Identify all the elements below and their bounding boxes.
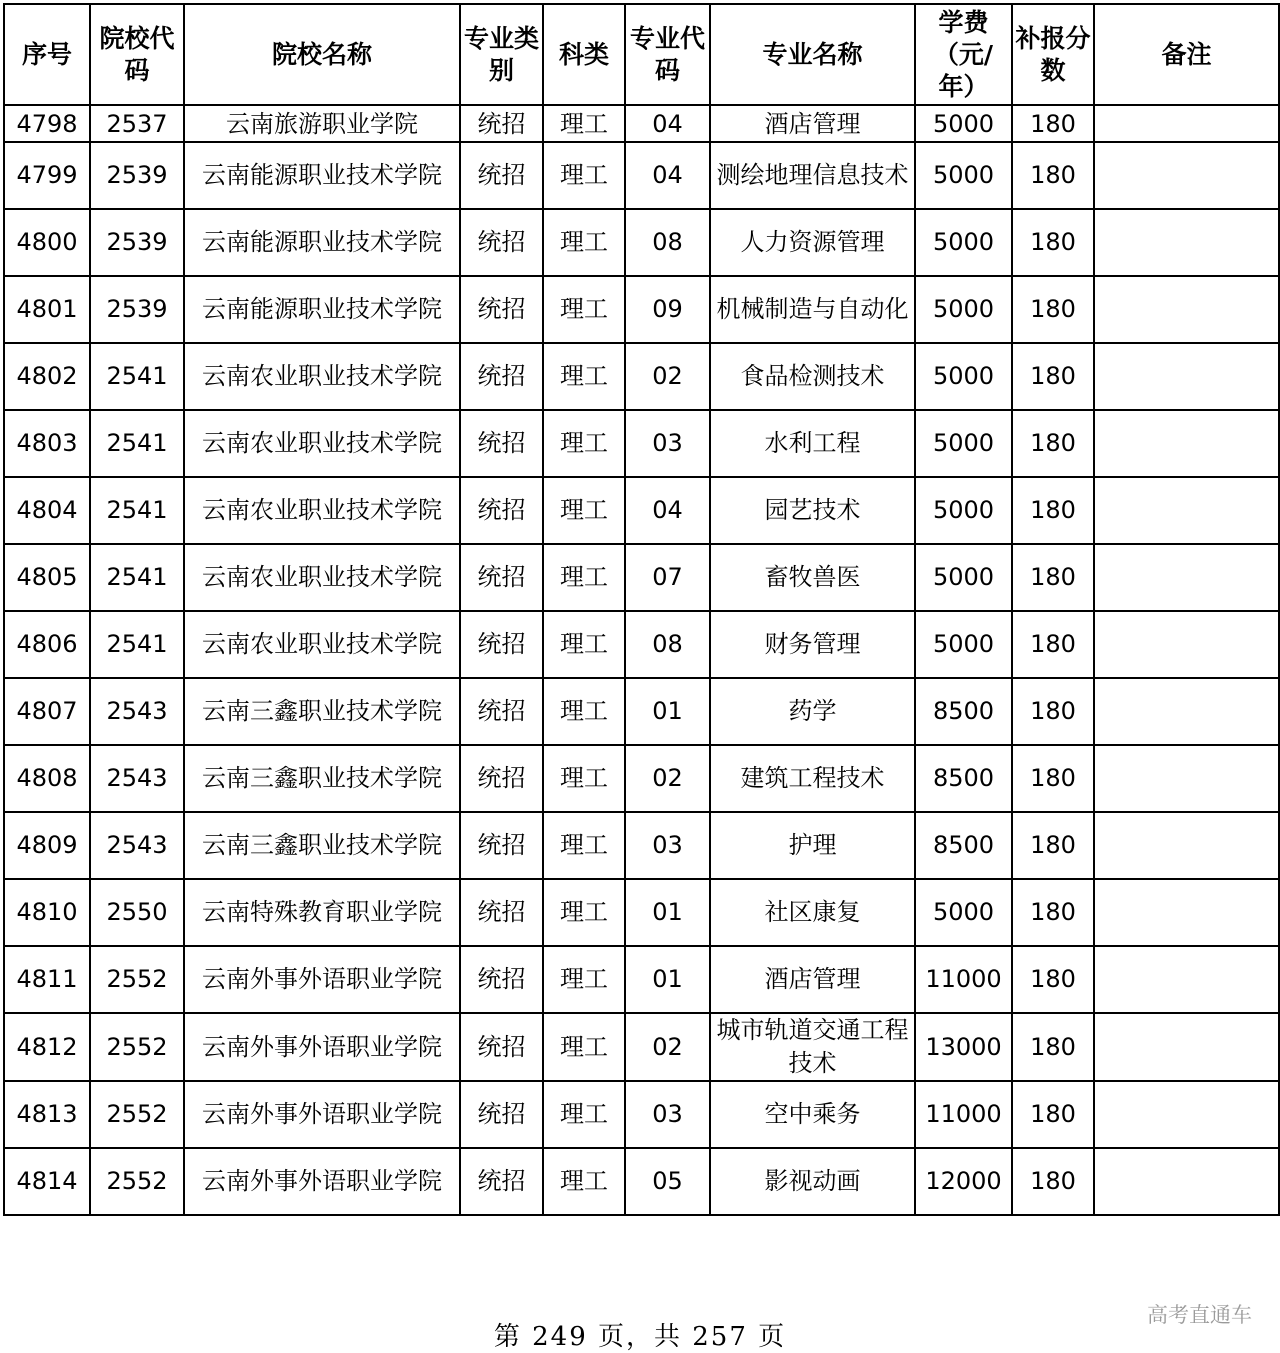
cell-school-name: 云南外事外语职业学院 (184, 946, 460, 1013)
cell-school-code: 2552 (90, 946, 184, 1013)
cell-school-code: 2539 (90, 209, 184, 276)
table-row (4, 477, 1279, 544)
cell-remarks (1094, 1081, 1279, 1148)
cell-school-name: 云南农业职业技术学院 (184, 343, 460, 410)
table-row (4, 1148, 1279, 1215)
cell-seq: 4804 (4, 477, 90, 544)
cell-school-name: 云南外事外语职业学院 (184, 1013, 460, 1081)
cell-school-name: 云南三鑫职业技术学院 (184, 678, 460, 745)
cell-seq: 4803 (4, 410, 90, 477)
cell-major-code: 03 (625, 410, 710, 477)
header-cell-seq: 序号 (4, 4, 90, 105)
header-row (4, 4, 1279, 105)
cell-major-name: 影视动画 (710, 1148, 915, 1215)
cell-subject: 理工 (543, 209, 625, 276)
cell-school-name: 云南三鑫职业技术学院 (184, 745, 460, 812)
cell-major-name: 园艺技术 (710, 477, 915, 544)
cell-score: 180 (1012, 276, 1094, 343)
cell-school-code: 2541 (90, 611, 184, 678)
cell-subject: 理工 (543, 477, 625, 544)
cell-remarks (1094, 611, 1279, 678)
cell-seq: 4799 (4, 142, 90, 209)
cell-tuition: 11000 (915, 1081, 1012, 1148)
cell-seq: 4798 (4, 105, 90, 142)
cell-major-code: 03 (625, 1081, 710, 1148)
cell-tuition: 8500 (915, 812, 1012, 879)
cell-subject: 理工 (543, 410, 625, 477)
cell-remarks (1094, 879, 1279, 946)
cell-major-category: 统招 (460, 105, 543, 142)
cell-remarks (1094, 812, 1279, 879)
cell-major-category: 统招 (460, 343, 543, 410)
cell-score: 180 (1012, 745, 1094, 812)
watermark-text: 高考直通车 (1147, 1303, 1252, 1327)
cell-major-name: 城市轨道交通工程技术 (710, 1013, 915, 1081)
cell-major-name: 建筑工程技术 (710, 745, 915, 812)
cell-school-name: 云南农业职业技术学院 (184, 477, 460, 544)
cell-tuition: 5000 (915, 343, 1012, 410)
cell-tuition: 5000 (915, 209, 1012, 276)
cell-major-name: 酒店管理 (710, 946, 915, 1013)
cell-major-category: 统招 (460, 477, 543, 544)
cell-remarks (1094, 209, 1279, 276)
cell-major-name: 护理 (710, 812, 915, 879)
cell-seq: 4812 (4, 1013, 90, 1081)
table-row (4, 678, 1279, 745)
cell-major-name: 人力资源管理 (710, 209, 915, 276)
table-row (4, 105, 1279, 142)
cell-major-code: 02 (625, 745, 710, 812)
header-cell-major-name: 专业名称 (710, 4, 915, 105)
cell-tuition: 8500 (915, 745, 1012, 812)
cell-remarks (1094, 142, 1279, 209)
cell-school-code: 2539 (90, 142, 184, 209)
cell-major-code: 01 (625, 946, 710, 1013)
cell-subject: 理工 (543, 1081, 625, 1148)
cell-major-code: 08 (625, 611, 710, 678)
cell-score: 180 (1012, 946, 1094, 1013)
cell-school-code: 2537 (90, 105, 184, 142)
cell-seq: 4810 (4, 879, 90, 946)
cell-subject: 理工 (543, 276, 625, 343)
cell-remarks (1094, 276, 1279, 343)
header-cell-school-name: 院校名称 (184, 4, 460, 105)
cell-tuition: 5000 (915, 410, 1012, 477)
cell-major-category: 统招 (460, 410, 543, 477)
header-cell-school-code: 院校代码 (90, 4, 184, 105)
cell-seq: 4807 (4, 678, 90, 745)
cell-subject: 理工 (543, 343, 625, 410)
cell-major-category: 统招 (460, 1013, 543, 1081)
header-cell-tuition: 学费（元/年） (915, 4, 1012, 105)
header-cell-major-code: 专业代码 (625, 4, 710, 105)
cell-major-code: 09 (625, 276, 710, 343)
cell-tuition: 11000 (915, 946, 1012, 1013)
header-cell-score: 补报分数 (1012, 4, 1094, 105)
cell-major-code: 05 (625, 1148, 710, 1215)
cell-major-name: 社区康复 (710, 879, 915, 946)
cell-tuition: 5000 (915, 276, 1012, 343)
cell-major-code: 04 (625, 477, 710, 544)
cell-major-code: 02 (625, 1013, 710, 1081)
cell-major-category: 统招 (460, 745, 543, 812)
cell-school-name: 云南能源职业技术学院 (184, 142, 460, 209)
cell-tuition: 12000 (915, 1148, 1012, 1215)
cell-score: 180 (1012, 611, 1094, 678)
cell-score: 180 (1012, 1148, 1094, 1215)
cell-major-category: 统招 (460, 879, 543, 946)
cell-major-category: 统招 (460, 276, 543, 343)
cell-score: 180 (1012, 544, 1094, 611)
cell-score: 180 (1012, 1013, 1094, 1081)
cell-tuition: 5000 (915, 611, 1012, 678)
table-row (4, 410, 1279, 477)
cell-major-code: 02 (625, 343, 710, 410)
cell-score: 180 (1012, 410, 1094, 477)
table-row (4, 812, 1279, 879)
cell-school-code: 2552 (90, 1013, 184, 1081)
cell-major-code: 07 (625, 544, 710, 611)
cell-major-category: 统招 (460, 678, 543, 745)
cell-remarks (1094, 544, 1279, 611)
table-row (4, 209, 1279, 276)
cell-remarks (1094, 477, 1279, 544)
cell-subject: 理工 (543, 745, 625, 812)
cell-school-name: 云南农业职业技术学院 (184, 544, 460, 611)
cell-school-code: 2541 (90, 343, 184, 410)
cell-seq: 4814 (4, 1148, 90, 1215)
cell-remarks (1094, 1013, 1279, 1081)
cell-school-name: 云南农业职业技术学院 (184, 611, 460, 678)
cell-school-name: 云南能源职业技术学院 (184, 276, 460, 343)
cell-tuition: 5000 (915, 477, 1012, 544)
table-row (4, 946, 1279, 1013)
cell-major-name: 空中乘务 (710, 1081, 915, 1148)
cell-seq: 4808 (4, 745, 90, 812)
cell-score: 180 (1012, 209, 1094, 276)
cell-major-name: 畜牧兽医 (710, 544, 915, 611)
cell-major-code: 01 (625, 678, 710, 745)
admission-table (3, 3, 1280, 1216)
cell-score: 180 (1012, 477, 1094, 544)
cell-school-code: 2541 (90, 477, 184, 544)
cell-subject: 理工 (543, 611, 625, 678)
cell-remarks (1094, 946, 1279, 1013)
cell-school-code: 2552 (90, 1081, 184, 1148)
header-cell-remarks: 备注 (1094, 4, 1279, 105)
cell-major-code: 01 (625, 879, 710, 946)
cell-school-name: 云南外事外语职业学院 (184, 1148, 460, 1215)
cell-score: 180 (1012, 1081, 1094, 1148)
cell-seq: 4809 (4, 812, 90, 879)
cell-major-category: 统招 (460, 544, 543, 611)
cell-tuition: 5000 (915, 544, 1012, 611)
cell-school-code: 2541 (90, 544, 184, 611)
header-cell-subject: 科类 (543, 4, 625, 105)
cell-major-category: 统招 (460, 1081, 543, 1148)
cell-school-code: 2552 (90, 1148, 184, 1215)
cell-remarks (1094, 343, 1279, 410)
cell-subject: 理工 (543, 544, 625, 611)
cell-subject: 理工 (543, 105, 625, 142)
cell-major-name: 财务管理 (710, 611, 915, 678)
table-row (4, 142, 1279, 209)
cell-school-name: 云南外事外语职业学院 (184, 1081, 460, 1148)
table-row (4, 1013, 1279, 1081)
cell-major-category: 统招 (460, 1148, 543, 1215)
cell-remarks (1094, 745, 1279, 812)
cell-school-name: 云南特殊教育职业学院 (184, 879, 460, 946)
page-footer: 第 249 页，共 257 页 (493, 1322, 787, 1352)
table-row (4, 1081, 1279, 1148)
cell-tuition: 13000 (915, 1013, 1012, 1081)
table-row (4, 544, 1279, 611)
cell-major-name: 食品检测技术 (710, 343, 915, 410)
cell-major-category: 统招 (460, 946, 543, 1013)
cell-seq: 4805 (4, 544, 90, 611)
cell-major-name: 酒店管理 (710, 105, 915, 142)
cell-tuition: 8500 (915, 678, 1012, 745)
cell-school-name: 云南三鑫职业技术学院 (184, 812, 460, 879)
cell-school-code: 2543 (90, 678, 184, 745)
cell-school-name: 云南能源职业技术学院 (184, 209, 460, 276)
cell-seq: 4800 (4, 209, 90, 276)
cell-remarks (1094, 105, 1279, 142)
cell-subject: 理工 (543, 879, 625, 946)
cell-subject: 理工 (543, 1148, 625, 1215)
cell-subject: 理工 (543, 678, 625, 745)
cell-remarks (1094, 410, 1279, 477)
cell-major-code: 04 (625, 142, 710, 209)
cell-major-category: 统招 (460, 142, 543, 209)
cell-tuition: 5000 (915, 105, 1012, 142)
cell-school-code: 2543 (90, 745, 184, 812)
table-row (4, 343, 1279, 410)
table-row (4, 745, 1279, 812)
cell-remarks (1094, 1148, 1279, 1215)
cell-tuition: 5000 (915, 142, 1012, 209)
cell-major-name: 测绘地理信息技术 (710, 142, 915, 209)
cell-school-code: 2543 (90, 812, 184, 879)
cell-school-name: 云南旅游职业学院 (184, 105, 460, 142)
cell-major-name: 机械制造与自动化 (710, 276, 915, 343)
table-row (4, 611, 1279, 678)
cell-major-category: 统招 (460, 611, 543, 678)
cell-major-category: 统招 (460, 812, 543, 879)
cell-score: 180 (1012, 105, 1094, 142)
cell-school-code: 2550 (90, 879, 184, 946)
cell-school-code: 2541 (90, 410, 184, 477)
table-row (4, 879, 1279, 946)
table-row (4, 276, 1279, 343)
cell-seq: 4802 (4, 343, 90, 410)
cell-tuition: 5000 (915, 879, 1012, 946)
cell-subject: 理工 (543, 142, 625, 209)
cell-school-name: 云南农业职业技术学院 (184, 410, 460, 477)
cell-score: 180 (1012, 812, 1094, 879)
cell-score: 180 (1012, 343, 1094, 410)
cell-seq: 4811 (4, 946, 90, 1013)
table-body (4, 105, 1279, 1215)
cell-major-code: 04 (625, 105, 710, 142)
cell-subject: 理工 (543, 812, 625, 879)
cell-subject: 理工 (543, 946, 625, 1013)
cell-major-name: 水利工程 (710, 410, 915, 477)
cell-score: 180 (1012, 142, 1094, 209)
cell-score: 180 (1012, 879, 1094, 946)
cell-subject: 理工 (543, 1013, 625, 1081)
cell-seq: 4806 (4, 611, 90, 678)
cell-seq: 4813 (4, 1081, 90, 1148)
header-cell-major-category: 专业类别 (460, 4, 543, 105)
cell-score: 180 (1012, 678, 1094, 745)
cell-major-code: 08 (625, 209, 710, 276)
cell-school-code: 2539 (90, 276, 184, 343)
cell-seq: 4801 (4, 276, 90, 343)
cell-remarks (1094, 678, 1279, 745)
cell-major-category: 统招 (460, 209, 543, 276)
cell-major-name: 药学 (710, 678, 915, 745)
cell-major-code: 03 (625, 812, 710, 879)
